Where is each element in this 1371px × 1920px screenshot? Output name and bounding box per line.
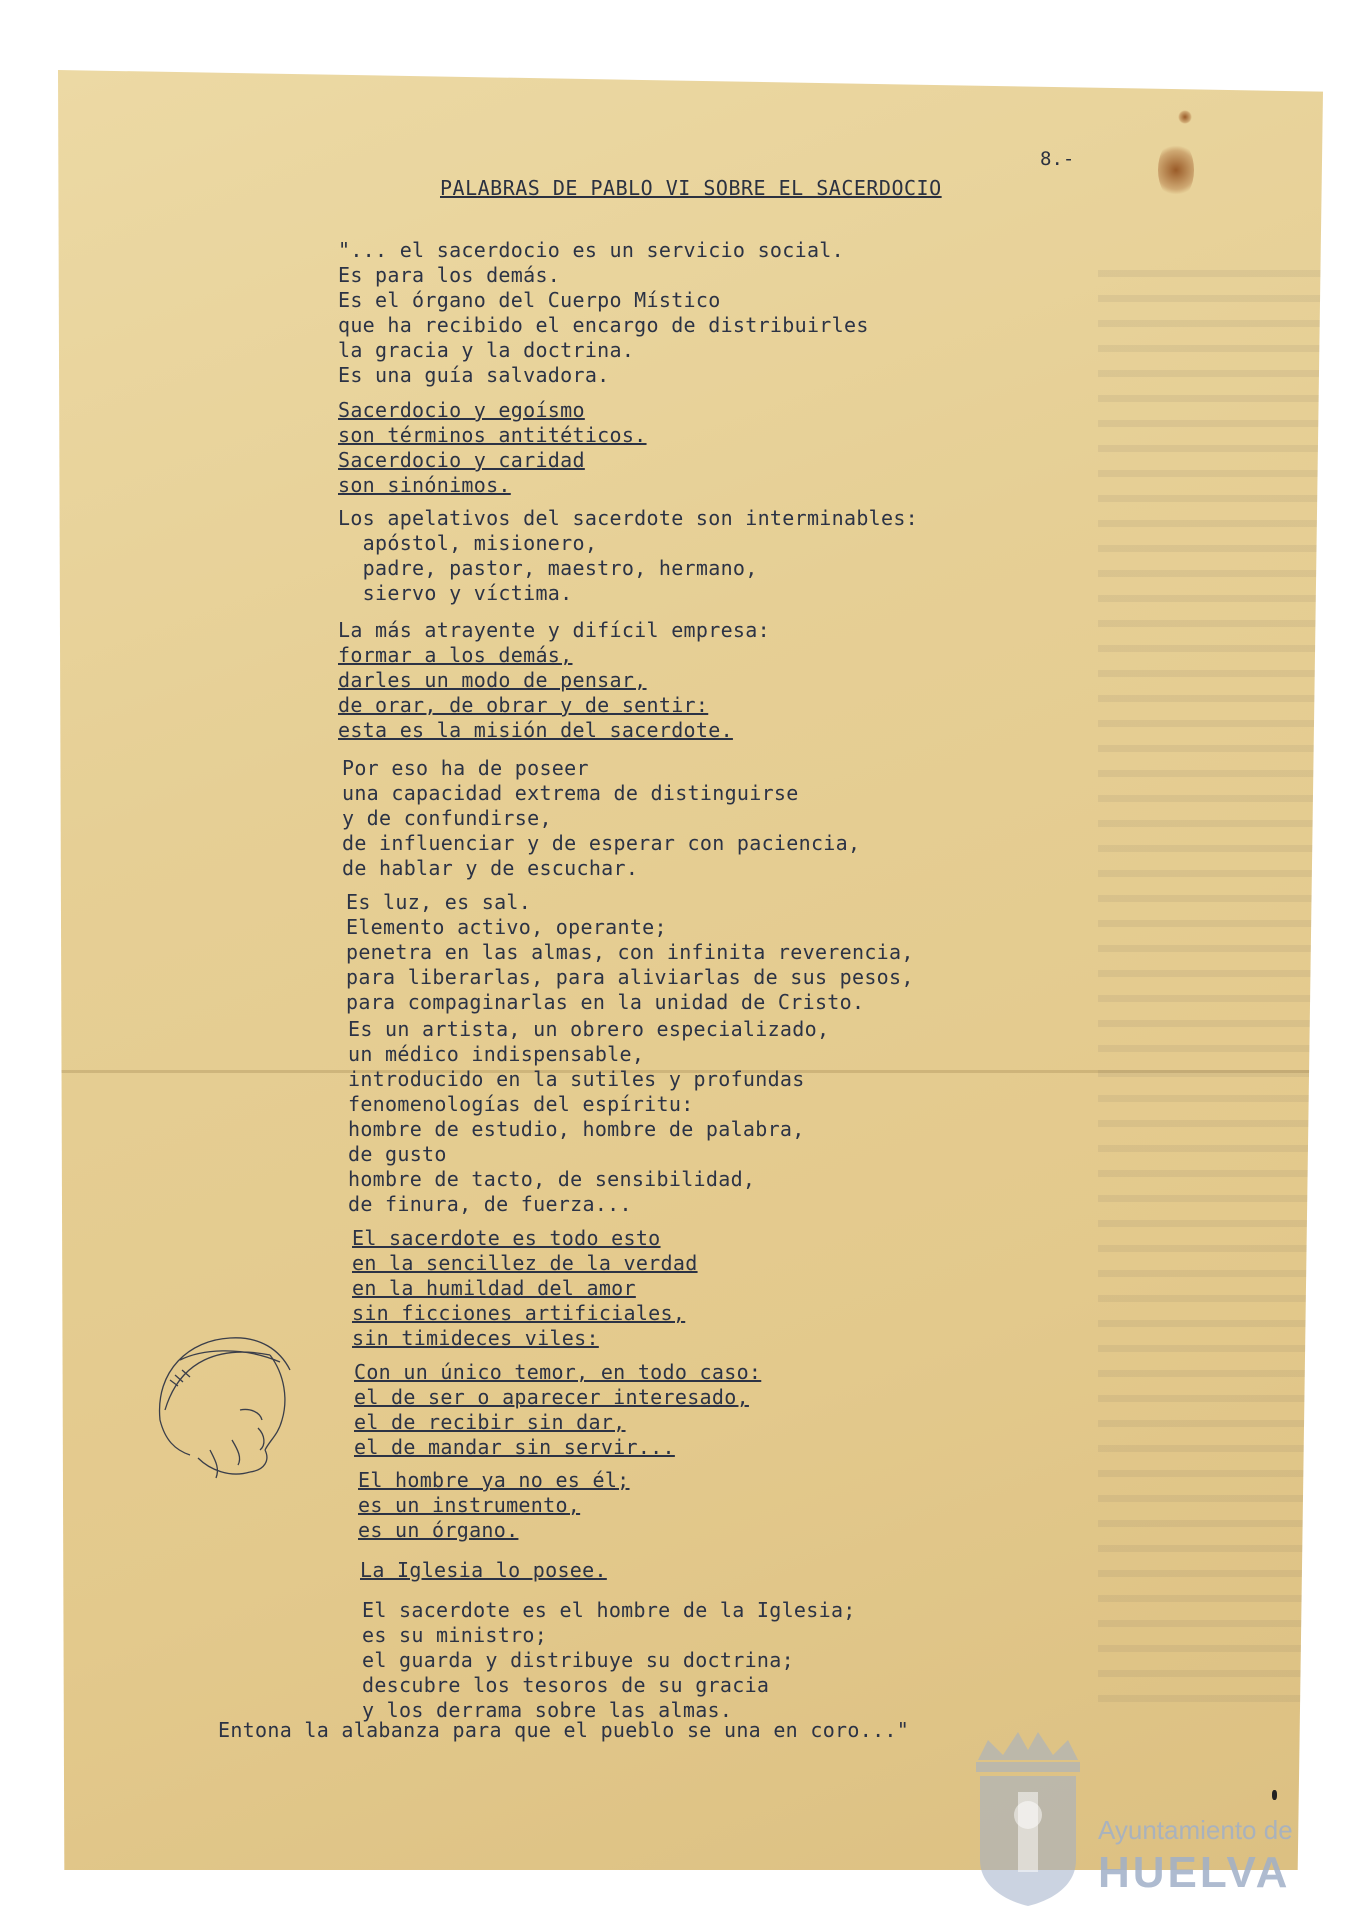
bleed-through-text xyxy=(1098,270,1371,1720)
verse-line: El sacerdote es todo esto xyxy=(352,1226,661,1250)
verse-line: Es un artista, un obrero especializado, xyxy=(348,1017,830,1041)
stanza xyxy=(346,890,914,1015)
stanza xyxy=(360,1558,607,1583)
verse-line: hombre de estudio, hombre de palabra, xyxy=(348,1117,805,1141)
verse-line: de influenciar y de esperar con paciencia, xyxy=(342,831,861,855)
sketch-portrait xyxy=(120,1300,310,1490)
verse-line: Con un único temor, en todo caso: xyxy=(354,1360,762,1384)
verse-line: La Iglesia lo posee. xyxy=(360,1558,607,1582)
verse-line: padre, pastor, maestro, hermano, xyxy=(338,556,758,580)
verse-line: un médico indispensable, xyxy=(348,1042,645,1066)
verse-line: El hombre ya no es él; xyxy=(358,1468,630,1492)
verse-line: es un órgano. xyxy=(358,1518,519,1542)
verse-line: el de recibir sin dar, xyxy=(354,1410,626,1434)
closing-line: Entona la alabanza para que el pueblo se una en coro..." xyxy=(218,1718,910,1742)
watermark-line2: HUELVA xyxy=(1098,1848,1291,1897)
stanza xyxy=(362,1598,856,1723)
verse-line: la gracia y la doctrina. xyxy=(338,338,635,362)
stanza xyxy=(358,1468,630,1543)
page-number: 8.- xyxy=(1040,148,1075,170)
verse-line: de finura, de fuerza... xyxy=(348,1192,632,1216)
verse-line: sin timideces viles: xyxy=(352,1326,599,1350)
ink-dot xyxy=(1272,1790,1277,1800)
verse-line: Sacerdocio y egoísmo xyxy=(338,398,585,422)
verse-line: descubre los tesoros de su gracia xyxy=(362,1673,770,1697)
verse-line: para compaginarlas en la unidad de Cristo. xyxy=(346,990,865,1014)
verse-line: La más atrayente y difícil empresa: xyxy=(338,618,770,642)
verse-line: Elemento activo, operante; xyxy=(346,915,667,939)
verse-line: introducido en la sutiles y profundas xyxy=(348,1067,805,1091)
verse-line: penetra en las almas, con infinita reverencia, xyxy=(346,940,914,964)
verse-line: siervo y víctima. xyxy=(338,581,573,605)
stanza xyxy=(338,238,869,388)
verse-line: de hablar y de escuchar. xyxy=(342,856,639,880)
stanza xyxy=(352,1226,698,1351)
verse-line: una capacidad extrema de distinguirse xyxy=(342,781,799,805)
watermark-line1: Ayuntamiento de xyxy=(1098,1815,1293,1845)
verse-line: de orar, de obrar y de sentir: xyxy=(338,693,709,717)
verse-line: fenomenologías del espíritu: xyxy=(348,1092,694,1116)
page-title: PALABRAS DE PABLO VI SOBRE EL SACERDOCIO xyxy=(440,176,942,200)
rust-stain-small xyxy=(1178,110,1192,124)
verse-line: el de ser o aparecer interesado, xyxy=(354,1385,749,1409)
stanza xyxy=(338,398,647,498)
verse-line: El sacerdote es el hombre de la Iglesia; xyxy=(362,1598,856,1622)
verse-line: formar a los demás, xyxy=(338,643,573,667)
verse-line: el de mandar sin servir... xyxy=(354,1435,675,1459)
stanza xyxy=(338,618,770,743)
verse-line: Es luz, es sal. xyxy=(346,890,532,914)
verse-line: Es una guía salvadora. xyxy=(338,363,610,387)
rust-stain xyxy=(1158,140,1194,200)
stanza xyxy=(342,756,860,881)
crest-logo xyxy=(958,1720,1098,1910)
verse-line: Sacerdocio y caridad xyxy=(338,448,585,472)
stanza xyxy=(338,506,918,606)
verse-line: de gusto xyxy=(348,1142,447,1166)
verse-line: para liberarlas, para aliviarlas de sus pesos, xyxy=(346,965,914,989)
verse-line: apóstol, misionero, xyxy=(338,531,598,555)
verse-line: Es el órgano del Cuerpo Místico xyxy=(338,288,721,312)
verse-line: Es para los demás. xyxy=(338,263,561,287)
stanza xyxy=(348,1017,829,1217)
verse-line: son términos antitéticos. xyxy=(338,423,647,447)
verse-line: son sinónimos. xyxy=(338,473,511,497)
verse-line: en la sencillez de la verdad xyxy=(352,1251,698,1275)
verse-line: esta es la misión del sacerdote. xyxy=(338,718,733,742)
verse-line: en la humildad del amor xyxy=(352,1276,636,1300)
verse-line: sin ficciones artificiales, xyxy=(352,1301,686,1325)
verse-line: Los apelativos del sacerdote son interminables: xyxy=(338,506,919,530)
verse-line: y de confundirse, xyxy=(342,806,552,830)
verse-line: Por eso ha de poseer xyxy=(342,756,589,780)
verse-line: y los derrama sobre las almas. xyxy=(362,1698,733,1722)
verse-line: hombre de tacto, de sensibilidad, xyxy=(348,1167,756,1191)
verse-line: darles un modo de pensar, xyxy=(338,668,647,692)
stanza xyxy=(354,1360,761,1460)
verse-line: es un instrumento, xyxy=(358,1493,581,1517)
verse-line: el guarda y distribuye su doctrina; xyxy=(362,1648,794,1672)
verse-line: que ha recibido el encargo de distribuirles xyxy=(338,313,869,337)
verse-line: es su ministro; xyxy=(362,1623,548,1647)
verse-line: "... el sacerdocio es un servicio social. xyxy=(338,238,844,262)
